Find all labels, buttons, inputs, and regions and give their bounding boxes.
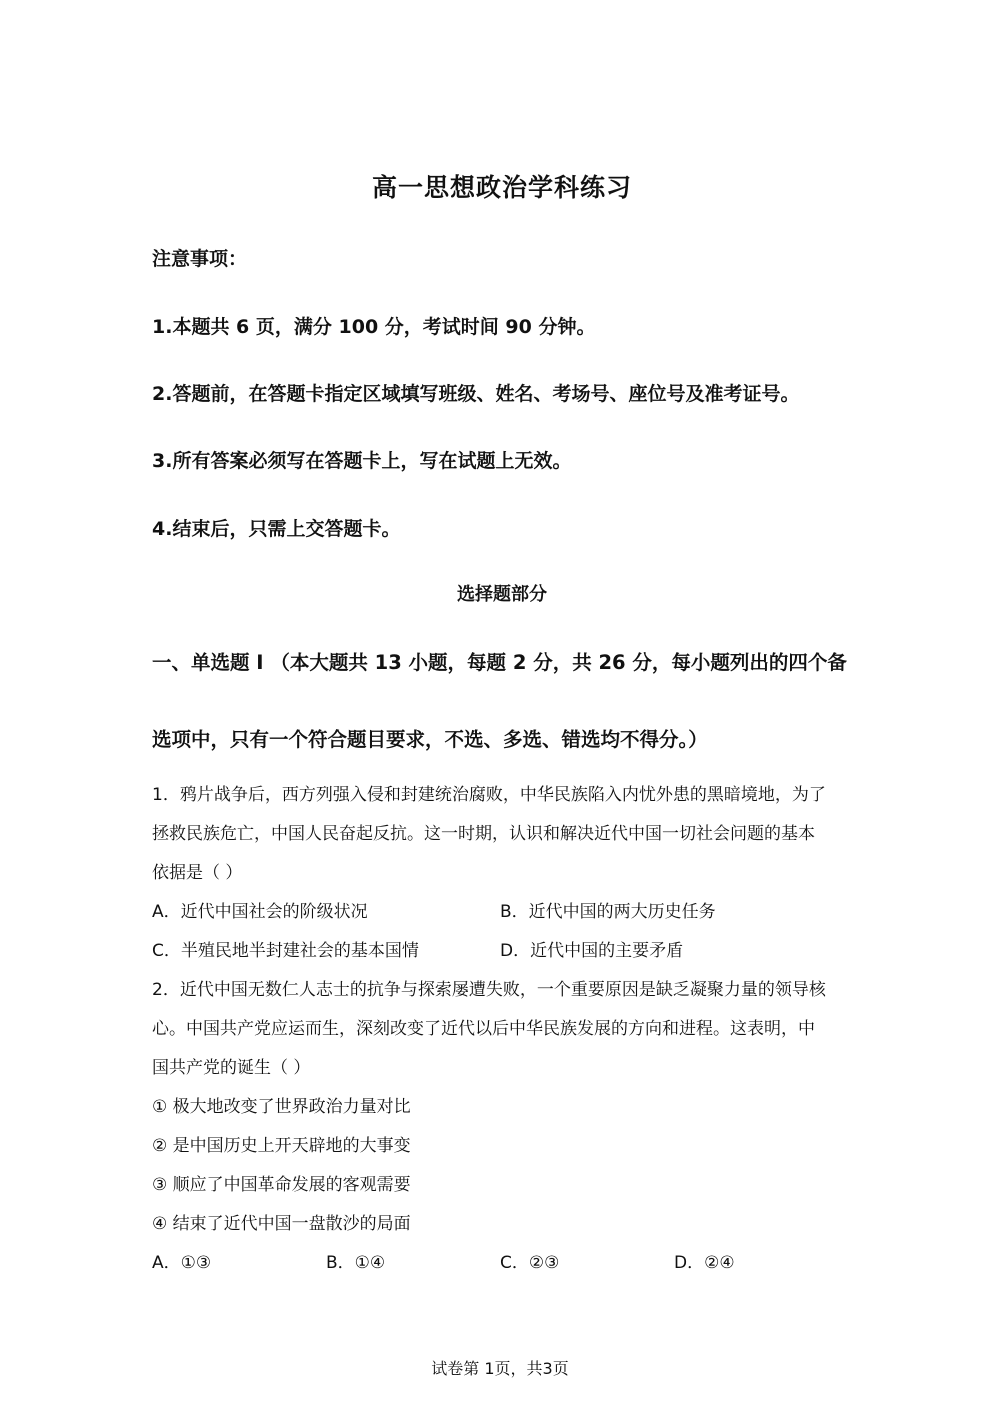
question-1-option-b: B．近代中国的两大历史任务: [500, 902, 716, 922]
notice-item: 4.结束后，只需上交答题卡。: [152, 518, 401, 540]
question-2-option-d: D．②④: [674, 1253, 735, 1273]
question-2-option-a: A．①③: [152, 1253, 212, 1273]
notice-item: 1.本题共 6 页，满分 100 分，考试时间 90 分钟。: [152, 316, 596, 338]
page-footer: 试卷第 1页，共3页: [431, 1359, 569, 1378]
part-heading-line: 一、单选题 I （本大题共 13 小题，每题 2 分，共 26 分，每小题列出的四个备: [152, 651, 847, 674]
question-1-option-c: C．半殖民地半封建社会的基本国情: [152, 941, 419, 961]
notice-heading: 注意事项：: [152, 248, 248, 270]
question-1-stem: 拯救民族危亡，中国人民奋起反抗。这一时期，认识和解决近代中国一切社会问题的基本: [152, 824, 815, 844]
question-1-stem: 依据是（ ）: [152, 863, 243, 883]
question-2-statement: ④ 结束了近代中国一盘散沙的局面: [152, 1214, 411, 1234]
question-1-option-a: A．近代中国社会的阶级状况: [152, 902, 368, 922]
question-1-option-d: D．近代中国的主要矛盾: [500, 941, 684, 961]
notice-item: 2.答题前，在答题卡指定区域填写班级、姓名、考场号、座位号及准考证号。: [152, 383, 800, 405]
question-2-option-b: B．①④: [326, 1253, 386, 1273]
notice-item: 3.所有答案必须写在答题卡上，写在试题上无效。: [152, 450, 572, 472]
question-2-stem: 2．近代中国无数仁人志士的抗争与探索屡遭失败，一个重要原因是缺乏凝聚力量的领导核: [152, 980, 826, 1000]
question-2-stem: 国共产党的诞生（ ）: [152, 1058, 311, 1078]
question-2-statement: ① 极大地改变了世界政治力量对比: [152, 1097, 411, 1117]
question-2-statement: ③ 顺应了中国革命发展的客观需要: [152, 1175, 411, 1195]
question-2-statement: ② 是中国历史上开天辟地的大事变: [152, 1136, 411, 1156]
question-2-option-c: C．②③: [500, 1253, 560, 1273]
page-title: 高一思想政治学科练习: [371, 173, 632, 202]
section-title: 选择题部分: [457, 584, 547, 605]
question-1-stem: 1．鸦片战争后，西方列强入侵和封建统治腐败，中华民族陷入内忧外患的黑暗境地，为了: [152, 785, 826, 805]
question-2-stem: 心。中国共产党应运而生，深刻改变了近代以后中华民族发展的方向和进程。这表明，中: [152, 1019, 815, 1039]
part-heading-line: 选项中，只有一个符合题目要求，不选、多选、错选均不得分。）: [152, 728, 708, 751]
